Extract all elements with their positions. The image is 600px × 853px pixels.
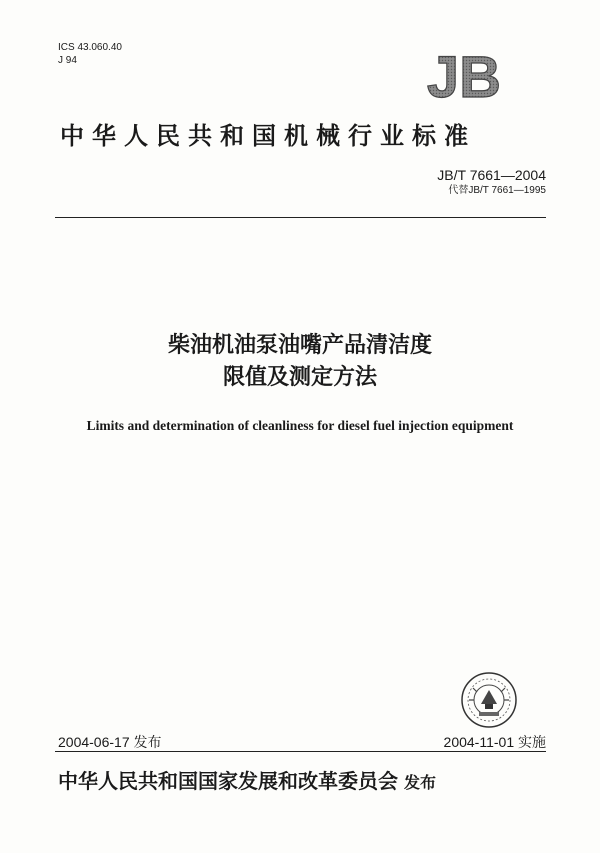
issuer-name: 中华人民共和国国家发展和改革委员会 bbox=[58, 769, 398, 793]
issuer-line bbox=[58, 765, 558, 794]
ccs-code: J 94 bbox=[58, 55, 77, 66]
title-chinese bbox=[0, 330, 600, 394]
issue-date: 2004-06-17 发布 bbox=[58, 734, 162, 750]
implementation-date: 2004-11-01 实施 bbox=[443, 734, 546, 750]
jb-logo-mark bbox=[408, 47, 520, 103]
svg-text:JB: JB bbox=[426, 47, 502, 103]
title-line-1: 柴油机油泵油嘴产品清洁度 bbox=[167, 333, 432, 358]
title-english: Limits and determination of cleanliness for diesel fuel injection equipment bbox=[86, 418, 514, 433]
standard-name: 中华人民共和国机械行业标准 bbox=[60, 122, 476, 150]
title-line-2: 限值及测定方法 bbox=[222, 365, 377, 390]
issuer-suffix: 发布 bbox=[404, 773, 437, 792]
classification-block bbox=[58, 41, 122, 67]
header-divider bbox=[55, 217, 546, 218]
standard-code: JB/T 7661—2004 bbox=[437, 167, 546, 183]
jb-logo bbox=[408, 47, 520, 103]
footer-divider bbox=[55, 751, 546, 752]
standard-code-block bbox=[437, 166, 546, 198]
replaces-code: 代替JB/T 7661—1995 bbox=[448, 185, 546, 196]
publisher-seal-icon bbox=[459, 670, 519, 730]
ics-code: ICS 43.060.40 bbox=[58, 42, 122, 53]
